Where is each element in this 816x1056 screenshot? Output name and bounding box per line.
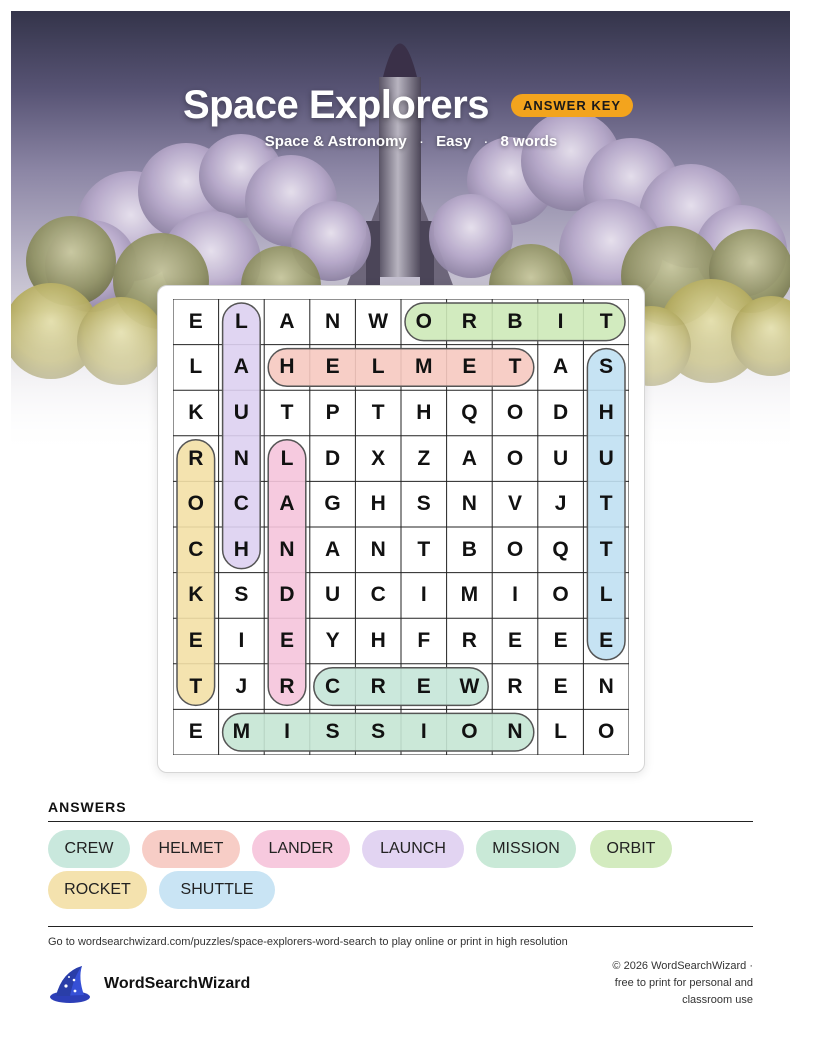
grid-cell: L — [189, 355, 203, 379]
grid-cell: H — [370, 628, 386, 652]
answer-chip-lander: LANDER — [252, 830, 350, 868]
grid-cell: M — [460, 583, 479, 607]
grid-cell: E — [507, 628, 522, 652]
grid-cell: O — [415, 309, 432, 333]
meta-separator: · — [483, 133, 489, 150]
grid-cell: A — [279, 492, 295, 516]
grid-cell: E — [188, 720, 203, 744]
grid-cell: R — [370, 674, 386, 698]
grid-cell: C — [233, 492, 249, 516]
grid-cell: N — [370, 537, 386, 561]
grid-cell: Z — [417, 446, 431, 470]
grid-cell: H — [370, 492, 386, 516]
grid-cell: U — [598, 446, 614, 470]
grid-cell: Q — [461, 400, 478, 424]
grid-cell: T — [189, 674, 203, 698]
grid-cell: O — [506, 446, 524, 470]
grid-cell: N — [279, 537, 295, 561]
word-count-label: 8 words — [500, 133, 558, 150]
grid-cell: J — [554, 492, 567, 516]
grid-cell: H — [416, 400, 432, 424]
copyright-line: © 2026 WordSearchWizard · — [612, 960, 753, 972]
grid-cell: L — [280, 446, 294, 470]
grid-cell: U — [325, 583, 341, 607]
grid-cell: M — [415, 355, 433, 379]
grid-cell: S — [325, 720, 340, 744]
grid-cell: C — [325, 674, 341, 698]
answers-heading: ANSWERS — [48, 799, 127, 815]
grid-cell: L — [599, 583, 613, 607]
answers-divider — [48, 821, 753, 822]
grid-cell: E — [325, 355, 340, 379]
grid-cell: I — [420, 720, 427, 744]
grid-cell: N — [325, 309, 341, 333]
answer-chip-crew: CREW — [48, 830, 130, 868]
grid-cell: T — [417, 537, 431, 561]
grid-cell: E — [279, 628, 294, 652]
grid-cell: Q — [552, 537, 569, 561]
grid-cell: E — [462, 355, 477, 379]
grid-cell: I — [238, 628, 245, 652]
grid-cell: W — [368, 309, 389, 333]
grid-cell: A — [553, 355, 569, 379]
copyright-line: classroom use — [682, 994, 753, 1006]
grid-cell: R — [188, 446, 204, 470]
grid-cell: U — [553, 446, 569, 470]
grid-cell: K — [188, 583, 204, 607]
wizard-hat-icon — [48, 964, 92, 1004]
meta-separator: · — [418, 133, 424, 150]
answer-chip-rocket: ROCKET — [48, 871, 147, 909]
copyright-notice — [573, 958, 753, 1009]
grid-cell: A — [279, 309, 295, 333]
grid-cell: T — [599, 537, 613, 561]
grid-cell: O — [461, 720, 478, 744]
grid-cell: S — [416, 492, 431, 516]
word-search-grid — [173, 299, 629, 755]
grid-cell: J — [235, 674, 248, 698]
grid-cell: N — [461, 492, 477, 516]
grid-cell: H — [598, 400, 614, 424]
grid-cell: K — [188, 400, 204, 424]
grid-cell: O — [506, 400, 524, 424]
grid-letters — [173, 299, 629, 755]
brand[interactable] — [48, 964, 250, 1004]
grid-cell: R — [461, 309, 477, 333]
grid-cell: T — [599, 309, 613, 333]
grid-cell: E — [599, 628, 614, 652]
grid-cell: N — [507, 720, 523, 744]
brand-name: WordSearchWizard — [104, 975, 251, 992]
answer-chip-helmet: HELMET — [142, 830, 240, 868]
title-row — [11, 83, 790, 128]
grid-cell: A — [233, 355, 249, 379]
grid-cell: O — [598, 720, 615, 744]
grid-cell: U — [233, 400, 249, 424]
grid-cell: I — [284, 720, 290, 744]
grid-cell: V — [507, 492, 522, 516]
footer-link-text[interactable]: Go to wordsearchwizard.com/puzzles/space-explorers-word-search to play online or print in high resolution — [48, 936, 568, 948]
grid-cell: L — [234, 309, 248, 333]
grid-cell: W — [459, 674, 480, 698]
copyright-line: free to print for personal and — [614, 977, 753, 989]
grid-cell: H — [279, 355, 295, 379]
grid-cell: O — [187, 492, 204, 516]
grid-cell: A — [325, 537, 341, 561]
grid-cell: R — [279, 674, 295, 698]
grid-cell: S — [234, 583, 249, 607]
answer-key-badge: ANSWER KEY — [511, 94, 633, 117]
category-label: Space & Astronomy — [264, 133, 407, 150]
grid-cell: D — [325, 446, 341, 470]
grid-cell: C — [188, 537, 204, 561]
answer-chip-mission: MISSION — [476, 830, 576, 868]
grid-cell: O — [506, 537, 524, 561]
grid-cell: R — [461, 628, 477, 652]
grid-cell: T — [599, 492, 613, 516]
grid-cell: C — [370, 583, 386, 607]
grid-cell: D — [279, 583, 295, 607]
grid-cell: I — [557, 309, 564, 333]
grid-cell: E — [188, 628, 203, 652]
footer-divider — [48, 926, 753, 927]
grid-cell: F — [417, 628, 431, 652]
grid-cell: N — [598, 674, 614, 698]
word-search-card — [157, 285, 645, 773]
grid-cell: B — [461, 537, 477, 561]
grid-cell: E — [553, 628, 568, 652]
grid-cell: A — [461, 446, 477, 470]
grid-cell: G — [324, 492, 341, 516]
grid-cell: S — [371, 720, 386, 744]
grid-cell: B — [507, 309, 523, 333]
answer-chip-orbit: ORBIT — [590, 830, 672, 868]
grid-cell: D — [553, 400, 569, 424]
grid-cell: T — [280, 400, 294, 424]
grid-cell: T — [371, 400, 385, 424]
answer-chip-launch: LAUNCH — [362, 830, 464, 868]
answer-chip-shuttle: SHUTTLE — [159, 871, 275, 909]
grid-cell: N — [233, 446, 249, 470]
grid-cell: E — [188, 309, 203, 333]
grid-cell: P — [325, 400, 340, 424]
grid-cell: L — [371, 355, 385, 379]
grid-cell: T — [508, 355, 522, 379]
grid-cell: R — [507, 674, 523, 698]
grid-cell: I — [420, 583, 427, 607]
grid-cell: I — [512, 583, 518, 607]
grid-cell: O — [552, 583, 569, 607]
puzzle-meta — [11, 133, 790, 150]
grid-cell: Y — [325, 628, 340, 652]
page-title: Space Explorers — [182, 83, 489, 127]
grid-cell: H — [233, 537, 249, 561]
grid-cell: X — [371, 446, 386, 470]
grid-cell: M — [232, 720, 251, 744]
grid-cell: E — [416, 674, 431, 698]
grid-cell: L — [554, 720, 567, 744]
difficulty-label: Easy — [436, 133, 472, 150]
grid-cell: S — [599, 355, 614, 379]
grid-cell: E — [553, 674, 568, 698]
